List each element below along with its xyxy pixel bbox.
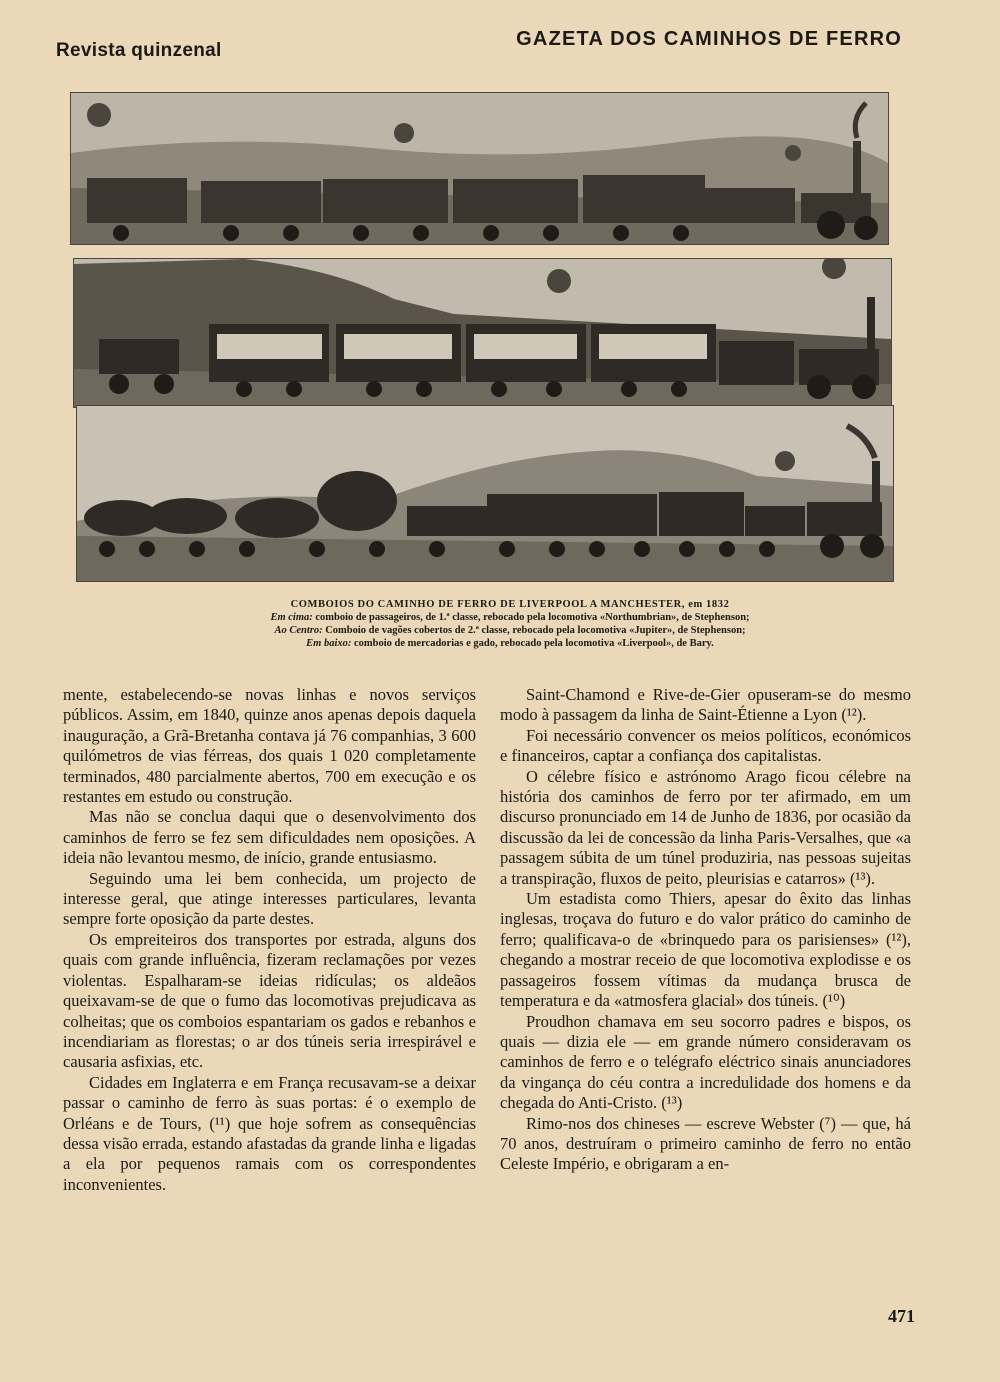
- publication-frequency: Revista quinzenal: [56, 40, 222, 61]
- caption-label-middle: Ao Centro:: [274, 625, 323, 636]
- caption-title: COMBOIOS DO CAMINHO DE FERRO DE LIVERPOOL A MANCHESTER, em 1832: [290, 599, 730, 610]
- caption-line-middle: [60, 624, 960, 637]
- engraving-freight-train: [76, 405, 894, 582]
- caption-label-bottom: Em baixo:: [306, 638, 352, 649]
- text-column-right: [500, 685, 911, 1175]
- passenger-train-illustration: [71, 93, 888, 244]
- figure-caption: [60, 598, 960, 650]
- paragraph: Mas não se conclua daqui que o desenvolvimento dos caminhos de ferro se fez sem dificuldades nem oposições. A ideia não levantou mesmo, de início, grande entusiasmo.: [63, 807, 476, 868]
- freight-train-illustration: [77, 406, 893, 581]
- paragraph: Cidades em Inglaterra e em França recusavam-se a deixar passar o caminho de ferro às suas portas: é o exemplo de Orléans e de Tours, (¹¹) que hoje sofrem as consequências dessa visão errada, estando afastadas da grande linha e ligadas a ela por pequenos ramais com os correspondentes inconvenientes.: [63, 1072, 476, 1194]
- paragraph: Os empreiteiros dos transportes por estrada, alguns dos quais com grande influência, fizeram reclamações por vezes violentas. Espalharam-se ideias ridículas; os aldeãos queixavam-se de que o fumo das locomotivas prejudicava as colheitas; que os comboios espantariam os gados e rebanhos e incendiariam as florestas; o ar dos túneis seria irrespirável e causaria asfixias, etc.: [63, 929, 476, 1072]
- paragraph: Saint-Chamond e Rive-de-Gier opuseram-se do mesmo modo à passagem da linha de Saint-Étienne a Lyon (¹²).: [500, 685, 911, 725]
- publication-title: GAZETA DOS CAMINHOS DE FERRO: [516, 28, 902, 50]
- caption-text-top: comboio de passageiros, de 1.ª classe, rebocado pela locomotiva «Northumbrian», de Stephenson;: [315, 612, 750, 623]
- paragraph: Um estadista como Thiers, apesar do êxito das linhas inglesas, troçava do futuro e do valor prático do caminho de ferro; qualificava-o de «brinquedo para os parisienses» (¹²), chegando a mostrar receio de que locomotiva explodisse e os passageiros fossem vítimas da mudança brusca de temperatura e da «atmosfera glacial» dos túneis. (¹⁰): [500, 889, 911, 1011]
- covered-wagons-illustration: [74, 259, 891, 407]
- paragraph: Proudhon chamava em seu socorro padres e bispos, os quais — dizia ele — em grande número consideravam os caminhos de ferro e o telégrafo eléctrico sinais anunciadores da vingança do céu contra a incredulidade dos homens e da chegada do Anti-Cristo. (¹³): [500, 1011, 911, 1113]
- caption-text-bottom: comboio de mercadorias e gado, rebocado pela locomotiva «Liverpool», de Bary.: [354, 638, 714, 649]
- paragraph: Seguindo uma lei bem conhecida, um projecto de interesse geral, que atinge interesses particulares, levanta sempre forte oposição da parte destes.: [63, 868, 476, 929]
- paragraph: Foi necessário convencer os meios políticos, económicos e financeiros, captar a confiança dos capitalistas.: [500, 725, 911, 766]
- text-column-left: [63, 685, 476, 1195]
- paragraph: Rimo-nos dos chineses — escreve Webster (⁷) — que, há 70 anos, destruíram o primeiro caminho de ferro no então Celeste Império, e obrigaram a en-: [500, 1113, 911, 1174]
- page-number: 471: [888, 1306, 915, 1326]
- paragraph: mente, estabelecendo-se novas linhas e novos serviços públicos. Assim, em 1840, quinze anos apenas depois daquela inauguração, a Grã-Bretanha contava já 76 companhias, 3 600 quilómetros de vias férreas, dos quais 1 020 completamente terminados, 480 parcialmente abertos, 700 em execução e os restantes em estudo ou construção.: [63, 685, 476, 807]
- caption-line-bottom: [60, 637, 960, 650]
- caption-line-top: [60, 611, 960, 624]
- engraving-covered-wagons-train: [73, 258, 892, 408]
- caption-label-top: Em cima:: [270, 612, 313, 623]
- paragraph: O célebre físico e astrónomo Arago ficou célebre na história dos caminhos de ferro por ter afirmado, em um discurso pronunciado em 14 de Junho de 1836, por ocasião da discussão da lei de concessão da linha Paris-Versalhes, que «a passagem súbita de um túnel produziria, nas pessoas sujeitas a transpiração, fluxos de peito, pleurisias e catarros» (¹³).: [500, 766, 911, 888]
- engraving-passenger-train: [70, 92, 889, 245]
- caption-text-middle: Comboio de vagões cobertos de 2.ª classe, rebocado pela locomotiva «Jupiter», de Stephenson;: [325, 625, 746, 636]
